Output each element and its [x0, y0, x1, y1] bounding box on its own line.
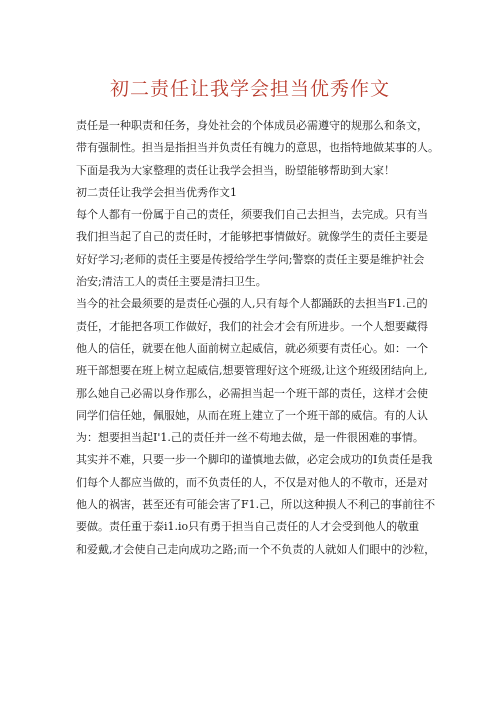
text-line: 要做。责任重于泰i1.io只有勇于担当自己责任的人才会受到他人的敬重 [76, 520, 420, 534]
text-line: 同学们信任她，佩服她，从而在班上建立了一个班干部的威信。有的人认 [76, 408, 428, 422]
text-line: 每个人都有一份属于自己的责任，须要我们自己去担当，去完成。只有当 [76, 208, 428, 222]
essay-body [76, 115, 439, 561]
text-line: 他人的信任，就要在他人面前树立起威信，就必须要有责任心。如：一个 [76, 341, 428, 355]
text-line: 责任，才能把各项工作做好，我们的社会才会有所进步。一个人想要藏得 [76, 319, 428, 333]
text-line: 他人的祸害，甚至还有可能会害了F1.己，所以这种损人不利己的事前往不 [76, 498, 436, 512]
text-line: 那么她自己必需以身作那么，必需担当起一个班干部的责任，这样才会使 [76, 386, 428, 400]
text-line: 当今的社会最须要的是责任心强的人,只有每个人都踊跃的去担当F1.己的 [76, 297, 428, 311]
text-line: 带有强制性。担当是指担当并负责任有魄力的意思，也指特地做某事的人。 [76, 141, 439, 155]
text-line: 和爱戴,才会使自己走向成功之路;而一个不负责的人就如人们眼中的沙粒， [76, 542, 436, 556]
text-line: 治安;清洁工人的责任主要是清扫卫生。 [76, 275, 267, 289]
text-line: 我们担当起了自己的责任时，才能够把事情做好。就像学生的责任主要是 [76, 230, 428, 244]
text-line: 下面是我为大家整理的责任让我学会担当，盼望能够帮助到大家！ [76, 163, 395, 177]
text-line: 好好学习;老师的责任主要是传授给学生学问;警察的责任主要是维护社会 [76, 252, 425, 266]
page-title: 初二责任让我学会担当优秀作文 [109, 78, 390, 100]
text-line: 其实并不难，只要一步一个脚印的谨慎地去做，必定会成功的I负责任是我 [76, 453, 433, 467]
text-line: 责任是一种职责和任务，身处社会的个体成员必需遵守的规那么和条文， [76, 119, 428, 132]
text-line: 为：想要担当起I'1.己的责任并一丝不苟地去做，是一件很困难的事情。 [76, 431, 424, 445]
section-heading: 初二责任让我学会担当优秀作文1 [76, 185, 237, 199]
text-line: 班干部想要在班上树立起威信,想要管理好这个班级,让这个班级团结向上, [76, 364, 428, 378]
text-line: 们每个人都应当做的，而不负责任的人，不仅是对他人的不敬市，还是对 [76, 475, 428, 489]
